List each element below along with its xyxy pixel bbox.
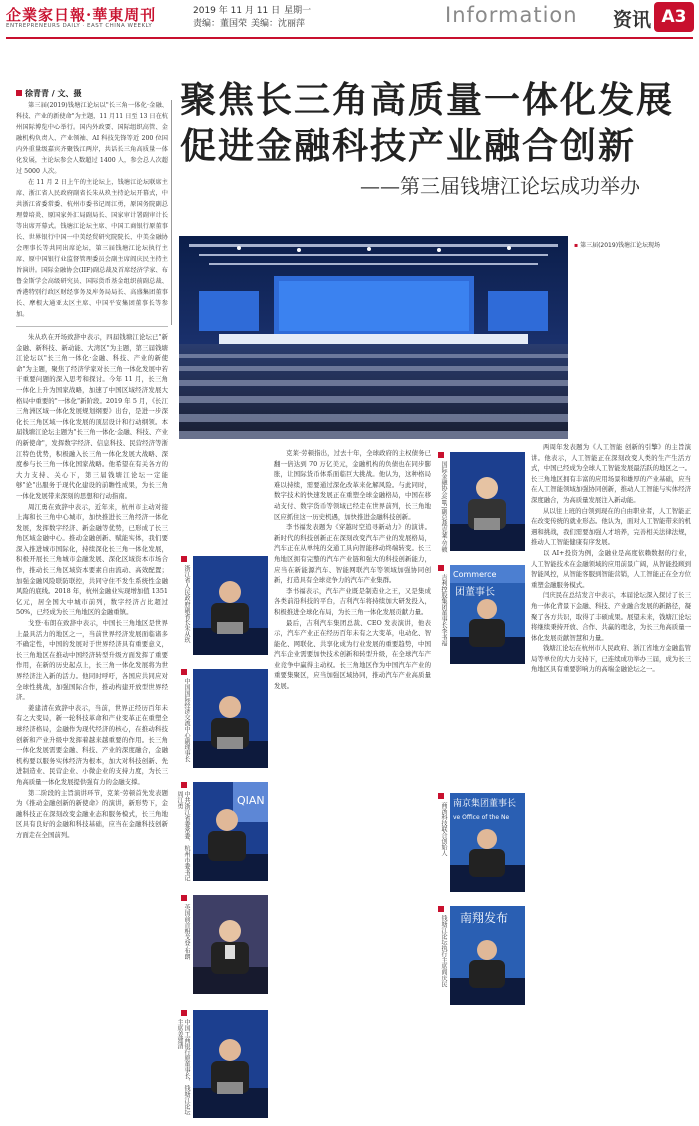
portrait-photo bbox=[450, 906, 525, 1005]
portrait-photo bbox=[450, 565, 525, 664]
body-paragraph: 李书福发表题为《穿越时空追寻新动力》的演讲。新时代的科技创新正在深刻改变汽车产业的发展格局，汽车正在从单纯的交通工具向智能移动终端转变。长三角地区拥有完整的汽车产业链和强大的科技创新能力，应当在新能源汽车、智能网联汽车等领域加强协同创新，打造具有全球竞争力的汽车产业集群。 bbox=[274, 523, 431, 585]
caption-marker bbox=[181, 669, 187, 675]
right-text-column bbox=[531, 442, 691, 1120]
body-paragraph: 周江勇在致辞中表示，近年来，杭州市主动对接上海和长三角中心城市，加快推进长三角经济一体化发展，发挥数字经济、新金融等优势，已形成了长三角区域金融中心。推动金融创新、赋能实体，我们要深入推进城市国际化，持续深化长三角一体化发展，积极开展长三角城市金融发展、深化区域资本市场合作，推动长三角区域资本要素自由流动、高效配置；加强金融风险联防联控，共同守住不发生系统性金融风险的底线。2018 年，杭州金融业实现增加值 1351 亿元，居全国大中城市前列，数字经济占比超过 50%，已经成为长三角地区的金融重镇。 bbox=[16, 502, 168, 617]
byline: 徐青青 / 文、摄 bbox=[16, 88, 82, 99]
portrait-photo bbox=[193, 1010, 268, 1118]
newspaper-brand: 企業家日報·華東周刊 bbox=[6, 6, 157, 24]
portrait-caption: 英国前首相戈登·布朗 bbox=[183, 904, 190, 960]
portrait-caption: 国际金融协会(IIF)副总裁克莱·劳顿 bbox=[440, 461, 447, 553]
caption-marker bbox=[438, 906, 444, 912]
header-rule bbox=[6, 37, 693, 39]
caption-marker bbox=[438, 565, 444, 571]
newspaper-brand-en: ENTREPRENEURS DAILY · EAST CHINA WEEKLY bbox=[6, 23, 153, 29]
caption-marker bbox=[438, 793, 444, 799]
issue-meta bbox=[193, 5, 315, 31]
portrait-photo bbox=[193, 669, 268, 768]
body-paragraph: 李书福表示，汽车产业既是制造业之王，又是集成各类前沿科技的平台，吉利汽车将持续加大研发投入，积极推进全球化布局，为长三角一体化发展贡献力量。 bbox=[274, 586, 431, 616]
page-number-badge: A3 bbox=[654, 2, 694, 32]
section-label-cn: 资讯 bbox=[613, 9, 652, 31]
portrait-photo bbox=[450, 452, 525, 551]
portrait-caption: 浙江省人民政府副省长朱从玖 bbox=[183, 565, 190, 643]
portrait-caption: 吉利控股集团董事长李书福 bbox=[440, 574, 447, 646]
portrait-caption: 钱塘江论坛执行主席阎庆民 bbox=[440, 915, 447, 987]
caption-marker bbox=[181, 556, 187, 562]
section-rule bbox=[16, 326, 168, 327]
section-label-en: Information bbox=[445, 3, 578, 27]
portrait-caption: 商汤科技联合创始人 bbox=[440, 802, 447, 856]
main-photo-conference-hall bbox=[179, 236, 568, 439]
portrait-photo bbox=[193, 556, 268, 655]
lead-paragraph: 在 11 月 2 日上午的主论坛上，钱塘江论坛联席主席、浙江省人民政府副省长朱从玖主持论坛开幕式，中共浙江省委常委、杭州市委书记周江勇，原国务院副总理曾培炎、原国家外汇局副局长、国家审计署副审计长等出席开幕式。钱塘江论坛主席、中国工商银行原董事长、世界银行中国一中美经贸研究院院长、中美金融协会理事长等共同出席论坛，第三届钱塘江论坛执行主席、原中国银行业监督管理委员会副主席阎庆民主持主旨演讲。国际金融协会(IIF)副总裁及首席经济学家、布鲁金斯学会高级研究员、国际货币基金组织前副总裁、香港特别行政区财经事务及库务局局长、高盛集团董事长、摩根大通亚太区主席、中国平安集团董事长等参加。 bbox=[16, 179, 168, 318]
body-paragraph: 第二阶段的主旨演讲环节，克莱·劳顿首先发表题为《推动金融创新的新使命》的演讲，新形势下，金融科技正在深刻改变金融业态和服务模式，长三角地区具有良好的金融和科技基础，应当在金融科技创新方面走在全国前列。 bbox=[16, 788, 168, 839]
body-paragraph: 克莱·劳顿指出，过去十年，全球政府的主权债务已翻一倍达到 70 万亿美元，金融机构的负债也在同步膨胀，让国际货币体系面临巨大挑战。他认为，这种格局难以持续，需要通过深化改革来化解风险。与此同时，数字技术的快速发展正在重塑全球金融格局，中国在移动支付、数字货币等领域已经走在世界前列，长三角地区应抓住这一历史机遇，加快推进金融科技创新。 bbox=[274, 449, 431, 521]
masthead bbox=[0, 0, 699, 38]
body-paragraph: 以 AI+投资为例，金融业是高度依赖数据的行业，人工智能技术在金融领域的应用前景广阔，从智能投顾到智能风控，从智能客服到智能营销，人工智能正在全方位重塑金融服务模式。 bbox=[531, 548, 691, 589]
left-text-column bbox=[16, 332, 168, 1120]
caption-marker bbox=[181, 1010, 187, 1016]
editor-credit: 责编：董国荣 bbox=[193, 19, 248, 29]
headline-line-2: 促进金融科技产业融合创新 bbox=[180, 125, 637, 167]
screen-word: 团董事长 bbox=[455, 587, 495, 598]
portrait-photo bbox=[193, 895, 268, 994]
caption-marker bbox=[438, 452, 444, 458]
issue-date: 2019 年 11 月 11 日 bbox=[193, 6, 281, 16]
portrait-caption: 中共浙江省委常委、杭州市委书记周江勇 bbox=[176, 791, 190, 881]
caption-marker bbox=[181, 895, 187, 901]
body-paragraph: 钱塘江论坛在杭州市人民政府、浙江省地方金融监管局等单位的大力支持下，已连续成功举办三届，成为长三角地区具有重要影响力的高端金融论坛之一。 bbox=[531, 644, 691, 674]
subheadline: ——第三届钱塘江论坛成功举办 bbox=[360, 174, 640, 198]
caption-marker bbox=[181, 782, 187, 788]
portrait-photo bbox=[450, 793, 525, 892]
issue-weekday: 星期一 bbox=[284, 6, 312, 16]
screen-word: 南京集团董事长 bbox=[453, 799, 517, 809]
lead-paragraph: 第三届(2019)钱塘江论坛以"长三角一体化·金融、科技、产业的新使命"为主题，11 月11 日至 13 日在杭州国际博览中心举行。国内外政要、国际组织高管、金融机构负责人、产业领袖、AI 科技先锋等近 200 位国内外重量级嘉宾齐聚钱江两岸，共话长三角高质量一体化发展，主论坛参会人数超过 1400 人，参会总人次超过 5000 人次。 bbox=[16, 102, 168, 175]
screen-word: ve Office of the Ne bbox=[453, 814, 510, 821]
body-paragraph: 朱从玖在开场致辞中表示，四届钱塘江论坛已"新金融、新科技、新动能、大湾区"为主题，第三届钱塘江论坛以"长三角一体化·金融、科技、产业的新使命"为主题，聚焦了经济学家对长三角一体化发展中若干重要问题的深入思考和探讨。今年 11 月，长三角一体化上升为国家战略，加速了中国区域经济发展大格局中重要的"一体化"新阶段。2019 年 5 月，《长江三角洲区域一体化发展规划纲要》出台，是进一步深化长三角区域一体化发展的顶层设计和行动纲领。本届钱塘江论坛主题为"长三角一体化·金融、科技、产业的新使命"，发挥数字经济、信息科技、民营经济等浙江特色优势，积极融入长三角一体化发展大战略、深度参与长三角一体化国家战略。他希望在有关各方的大力支持、关心下，第三届钱塘江论坛一定能够"论"出服务于现代化建设的前瞻性成果，为长三角一体化发展带来深刻的思想和行动指南。 bbox=[16, 333, 168, 500]
lead-paragraphs bbox=[16, 100, 168, 320]
portrait-photo bbox=[193, 782, 268, 881]
body-paragraph: 从以往上班的白领到现在的自由职业者，人工智能正在改变传统的就业形态。他认为，面对人工智能带来的机遇和挑战，我们需要加强人才培养，完善相关法律法规，推动人工智能健康有序发展。 bbox=[531, 506, 691, 547]
portrait-caption: 中国工商银行原董事长、钱塘江论坛主席姜建清 bbox=[176, 1019, 190, 1115]
headline-line-1: 聚焦长三角高质量一体化发展 bbox=[180, 79, 675, 121]
screen-word: Commerce bbox=[453, 570, 497, 579]
middle-text-column bbox=[274, 448, 431, 1120]
body-paragraph: 姜建清在致辞中表示，当前，世界正经历百年未有之大变局，新一轮科技革命和产业变革正在重塑全球经济格局，金融作为现代经济的核心，在推动科技创新和产业升级中发挥着越来越重要的作用。长三角一体化发展需要金融、科技、产业的深度融合，金融机构要以服务实体经济为根本，加大对科技创新、先进制造业、民营企业、小微企业的支持力度，为长三角高质量一体化发展提供强有力的金融支撑。 bbox=[16, 703, 168, 786]
body-paragraph: 闫庆民在总结发言中表示，本届论坛深入探讨了长三角一体化背景下金融、科技、产业融合发展的新路径，凝聚了各方共识，取得了丰硕成果。展望未来，钱塘江论坛将继续秉持开放、合作、共赢的理念，为长三角高质量一体化发展贡献智慧和力量。 bbox=[531, 591, 691, 642]
designer-credit: 美编：沈丽萍 bbox=[251, 19, 306, 29]
body-paragraph: 两周年发表题为《人工智能 创新的引擎》的主旨演讲。他表示，人工智能正在深刻改变人类的生产生活方式，中国已经成为全球人工智能发展最活跃的地区之一。长三角地区拥有丰富的应用场景和雄厚的产业基础，应当在人工智能领域加强协同创新，推动人工智能与实体经济深度融合，为高质量发展注入新动能。 bbox=[531, 443, 691, 504]
screen-word: 南翔发布 bbox=[460, 911, 509, 925]
portrait-caption: 中国国际经济交流中心副理事长 bbox=[183, 678, 190, 762]
main-photo-caption: ▪ 第三届(2019)钱塘江论坛现场 bbox=[574, 240, 660, 249]
column-divider bbox=[171, 100, 172, 325]
body-paragraph: 戈登·布朗在致辞中表示，中国长三角地区是世界上最具活力的地区之一，当前世界经济发展面临诸多不确定性，中国的发展对于世界经济具有重要意义，长三角地区在推动中国经济转型升级方面发挥了重要作用，在新的历史起点上，长三角一体化发展将为世界经济注入新的活力。他同时呼吁，各国应共同应对全球性挑战，加强国际合作，推动构建开放型世界经济。 bbox=[16, 619, 168, 702]
body-paragraph: 最后，吉利汽车集团总裁、CEO 发表演讲，他表示，汽车产业正在经历百年未有之大变革，电动化、智能化、网联化、共享化成为行业发展的重要趋势，中国汽车企业需要加快技术创新和转型升级，在全球汽车产业竞争中赢得主动权。长三角地区作为中国汽车产业的重要集聚区，应当加强区域协同，推动汽车产业高质量发展。 bbox=[274, 618, 431, 691]
screen-word: QIAN bbox=[237, 794, 265, 807]
